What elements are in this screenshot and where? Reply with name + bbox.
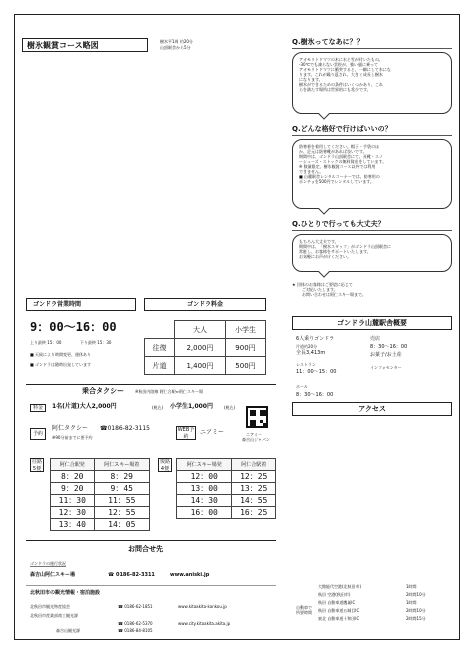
hours-note-2: ■ ゴンドラは随時出発しています [30, 362, 92, 367]
access-time: 2時間15分 [406, 616, 426, 621]
access-origin: 東北 自動車道十和田IC [318, 616, 360, 621]
faq-q2-line: か、足元は防寒靴があれば良いです。 [299, 149, 367, 154]
faq-q2-bubble [292, 139, 452, 209]
map-title: 樹氷観賞コース略図 [22, 38, 148, 52]
access-row [318, 584, 458, 589]
operator-name: 森吉山阿仁スキー場 [30, 572, 76, 578]
timetable-cell: 14：55 [232, 495, 276, 507]
access-side-label-2: 所要時間 [296, 610, 312, 615]
taxi-web-tag: WEB予約 [177, 427, 195, 440]
fare-header-cell: 大人 [175, 321, 226, 339]
taxi-web-name[interactable]: ニアミー [200, 429, 225, 436]
access-time: 1時間 [406, 584, 417, 589]
faq-q3-line: お気軽にお声がけください。 [299, 254, 351, 259]
station-shop-2: 8：30〜16：00 [370, 344, 408, 350]
contact-org-2: 北秋田市産業部商工観光課 [30, 613, 78, 618]
faq-q2-line: ※ 数量限定、樹氷観賞コース以外では利用 [299, 164, 376, 169]
station-shop-3: お菓子/お土産 [370, 352, 402, 358]
faq-q1-line: 樹氷ができるための条件はいくつかあり、これ [299, 82, 383, 87]
contact-org-1-phone[interactable]: ☎ 0186-62-1851 [118, 604, 153, 609]
fare-header-cell [145, 321, 175, 339]
group-note-line: ご対応いたします。 [302, 287, 338, 292]
fare-title: ゴンドラ料金 [144, 298, 266, 311]
timetable-cell: 14：30 [177, 495, 232, 507]
timetable-header: 阿仁合駅着 [232, 459, 276, 471]
hours-note-1: ■ 天候により時間変更、運休あり [30, 352, 92, 357]
contact-org-1: 北秋田市観光物産協会 [30, 604, 70, 609]
tourism-label: 北秋田市の観光情報・宿泊施設 [30, 590, 101, 596]
access-time: 2時間10分 [406, 592, 426, 597]
faq-q1-line: になります。 [299, 77, 323, 82]
hours-up-last: 上り最終 15：00 [30, 340, 62, 345]
faq-q1-line: アオモリトドマツの木に水と雪が付いたもの。 [299, 57, 383, 62]
timetable-cell: 12：30 [51, 507, 95, 519]
station-rest-2: 11：00〜15：00 [296, 369, 337, 375]
taxi-fare-child: 小学生1,000円 [170, 403, 213, 410]
access-row [318, 616, 458, 621]
faq-q1-line: ります。これが繰り返され、大きく成長し樹氷 [299, 72, 383, 77]
group-note-line: ★ 団体のお客様はご要望に応じて [292, 282, 353, 287]
contact-sub-divider [26, 585, 276, 586]
map-note-2: 山頂駅舎から5分 [160, 45, 191, 50]
contact-org-3-phone[interactable]: ☎ 0186-84-8105 [118, 628, 153, 633]
access-origin: 秋田 自動車道鷹巣IC [318, 600, 356, 605]
faq-q3-line: 常駐し、お客様をサポートいたします。 [299, 249, 371, 254]
faq-q1-line: アオモリトドマツに衝突すると、一瞬にして氷にな [299, 67, 391, 72]
operator-phone[interactable]: ☎ 0186-82-3311 [108, 572, 155, 578]
access-origin: 秋田 自動車道五城目IC [318, 608, 360, 613]
operator-label: ゴンドラの運行状況 [30, 561, 66, 566]
fare-row-label: 片道 [145, 357, 175, 375]
station-title: ゴンドラ山麓駅舎概要 [292, 316, 452, 330]
fare-cell: 900円 [225, 339, 265, 357]
map-note-1: 樹氷平1周 約20分 [160, 39, 193, 44]
taxi-fare-tax: (税込) [224, 405, 236, 410]
access-time: 1時間 [406, 600, 417, 605]
taxi-fare-adult: 1名(片道)大人2,000円 [52, 403, 117, 410]
taxi-fare-tax: (税込) [152, 405, 164, 410]
timetable-cell: 13：00 [177, 483, 232, 495]
station-gondola-2: 片道約20分 [296, 344, 318, 349]
faq-q2-line: ■ 山麓駅舎レンタルコーナーでは、防寒用の [299, 174, 380, 179]
taxi-title: 乗合タクシー [82, 387, 124, 395]
faq-q1-title: Q.樹氷ってなあに？？ [292, 37, 452, 49]
timetable-header: 阿仁スキー場発 [177, 459, 232, 471]
faq-q2-line: 期間中は、ゴンドラ山頂駅舎にて、長靴・スノ [299, 154, 383, 159]
contact-org-3: 森吉山観光課 [56, 628, 80, 633]
access-list [318, 584, 458, 621]
group-note [292, 282, 452, 297]
timetable-cell: 9：20 [51, 483, 95, 495]
timetable-cell: 12：55 [94, 507, 149, 519]
access-origin: 大館能代空港(北秋田市) [318, 584, 362, 589]
access-row [318, 608, 458, 613]
timetable-cell: 8：20 [51, 471, 95, 483]
fare-cell: 2,000円 [175, 339, 226, 357]
contact-org-2-web[interactable]: www.city.kitaakita.akita.jp [178, 621, 231, 626]
access-row [318, 600, 458, 605]
faq-q3-line: もちろん大丈夫です。 [299, 239, 339, 244]
station-gondola-1: 6人乗りゴンドラ [296, 336, 335, 342]
timetable-cell: 9：45 [94, 483, 149, 495]
fare-header-cell: 小学生 [225, 321, 265, 339]
taxi-reserve-note: ※90分前までに要予約 [52, 435, 93, 440]
faq-q2-line: ポンチョを500円でレンタルしています。 [299, 179, 374, 184]
timetable-cell: 13：25 [232, 483, 276, 495]
taxi-fare-tag: 料金 [30, 404, 46, 412]
station-hall-2: 8：30〜16：00 [296, 392, 334, 398]
qr-caption-1: ニアミー [246, 432, 262, 437]
timetable-cell: 16：00 [177, 507, 232, 519]
timetable-cell: 13：40 [51, 519, 95, 531]
taxi-phone[interactable]: ☎0186-82-3115 [100, 425, 150, 432]
faq-q2-title: Q.どんな格好で行けばいいの？ [292, 124, 452, 136]
group-note-line: お問い合わせは阿仁スキー場まで。 [302, 292, 366, 297]
faq-q3-bubble [292, 234, 452, 272]
taxi-subtitle: ※秋田内陸線 阿仁合駅⇔阿仁スキー場 [135, 389, 203, 394]
outbound-timetable [50, 458, 150, 531]
timetable-header: 阿仁スキー場着 [94, 459, 149, 471]
station-gondola-3: 全長3,413m [296, 350, 326, 356]
taxi-reserve-tag: 予約 [30, 428, 46, 440]
qr-code-icon[interactable] [246, 406, 268, 428]
contact-title: お問合せ先 [128, 545, 163, 553]
hours-down-last: 下り最終 15：30 [80, 340, 112, 345]
contact-org-2-phone[interactable]: ☎ 0186-62-5370 [118, 621, 153, 626]
access-origin: 秋田 空港(秋田市) [318, 592, 351, 597]
timetable-cell: 8：29 [94, 471, 149, 483]
fare-row-label: 往復 [145, 339, 175, 357]
faq-q1-line: らを満たす場所は世界的にも希少です。 [299, 87, 371, 92]
faq-q2-line: ーシューズ・ストックの無料貸出をしています。 [299, 159, 387, 164]
qr-caption-2: 森吉山ジャパン [242, 437, 270, 442]
fare-cell: 1,400円 [175, 357, 226, 375]
faq-q3-line: 期間中は、「樹氷スタッフ」がゴンドラ山頂駅舎に [299, 244, 391, 249]
station-shop-1: 売店 [370, 336, 381, 342]
timetable-cell: 12：00 [177, 471, 232, 483]
hours-title: ゴンドラ営業時間 [26, 298, 136, 311]
station-rest-1: レストラン [296, 362, 316, 367]
timetable-cell: 12：25 [232, 471, 276, 483]
hours-time: 9：00〜16：00 [30, 320, 117, 334]
access-row [318, 592, 458, 597]
timetable-header: 阿仁合駅発 [51, 459, 95, 471]
faq-q2-line: できません。 [299, 169, 324, 174]
faq-q3-title: Q.ひとりで行っても大丈夫？ [292, 219, 452, 231]
fare-table [144, 320, 266, 375]
faq-q1-bubble [292, 52, 452, 114]
station-center: インフォセンター [370, 365, 402, 370]
operator-web-link[interactable]: www.aniski.jp [170, 572, 210, 578]
taxi-outbound-tag: 往路5便 [31, 459, 42, 472]
timetable-cell: 11：55 [94, 495, 149, 507]
timetable-cell: 16：25 [232, 507, 276, 519]
return-timetable [176, 458, 276, 519]
faq-q1-line: -30℃でも凍らない雲粒が、強い風に乗って [299, 62, 379, 67]
station-hall-1: ホール [296, 384, 308, 389]
access-time: 2時間10分 [406, 608, 426, 613]
timetable-cell: 14：05 [94, 519, 149, 531]
faq-q2-line: 防寒着を着用してください。帽子・手袋のほ [299, 144, 379, 149]
contact-org-1-web[interactable]: www.kitaakita-kankou.jp [178, 604, 227, 609]
access-side-label-1: 自動車で [296, 605, 312, 610]
timetable-cell: 11：30 [51, 495, 95, 507]
contact-divider [26, 540, 276, 541]
taxi-return-tag: 復路4便 [159, 459, 170, 472]
fare-cell: 500円 [225, 357, 265, 375]
access-title: アクセス [292, 402, 452, 416]
taxi-company: 阿仁タクシー [52, 425, 89, 432]
